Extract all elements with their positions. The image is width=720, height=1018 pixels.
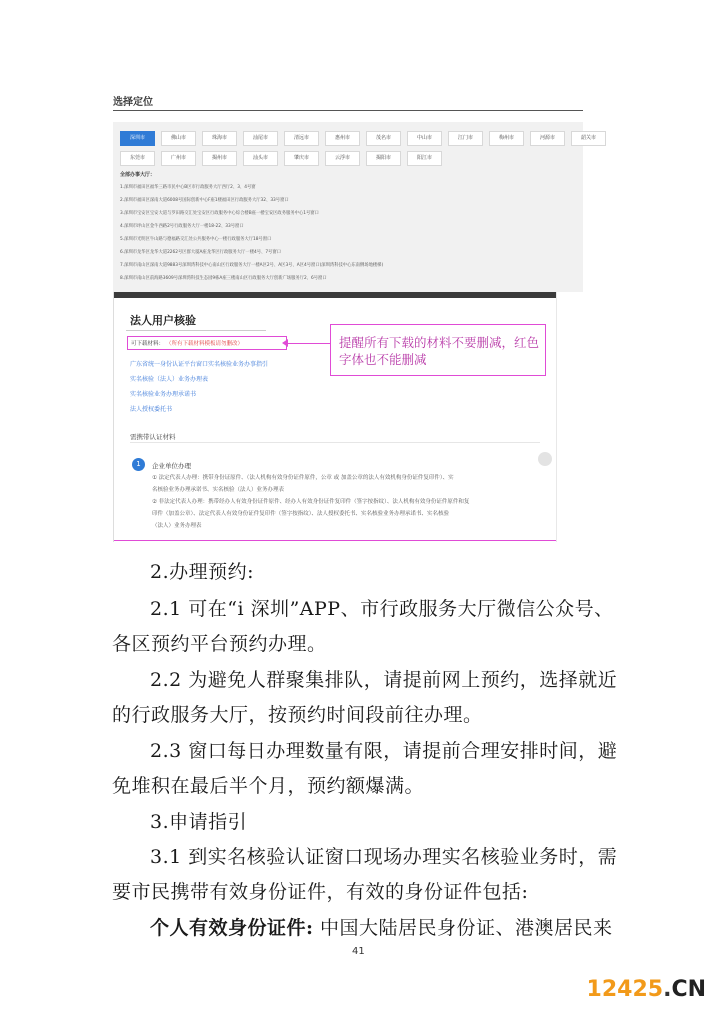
city-button[interactable]: 韶关市 xyxy=(571,131,606,146)
hall-list-item: 1.深圳市福田区福华三路市民中心B区市行政服务大厅西厅2、3、4号窗 xyxy=(120,185,256,190)
paragraph-text: 中国大陆居民身份证、港澳居民来 xyxy=(313,917,613,939)
paragraph-heading: 3.申请指引 xyxy=(150,811,248,833)
legal-verification-screenshot xyxy=(113,292,557,542)
paragraph-heading: 2.办理预约: xyxy=(150,561,255,583)
city-button[interactable]: 清远市 xyxy=(284,131,319,146)
city-button[interactable]: 江门市 xyxy=(448,131,483,146)
city-button[interactable]: 中山市 xyxy=(407,131,442,146)
paragraph-line: 2.1 可在“i 深圳”APP、市行政服务大厅微信公众号、 xyxy=(150,598,614,620)
city-button[interactable]: 云浮市 xyxy=(325,151,360,166)
city-row-2 xyxy=(120,151,442,166)
watermark-domain: CN xyxy=(671,977,706,1002)
step-number-badge: 1 xyxy=(132,458,145,471)
paragraph-line: 2.2 为避免人群聚集排队，请提前网上预约，选择就近 xyxy=(150,669,618,691)
paragraph-line: 各区预约平台预约办理。 xyxy=(112,633,327,655)
city-button[interactable]: 惠州市 xyxy=(325,131,360,146)
step-detail-line: ① 法定代表人办理：携带身份证原件、（法人机构有效身份证件原件，公章 或 加盖公章的法人有效机构身份证件复印件）、实 xyxy=(152,475,454,481)
city-button[interactable]: 揭阳市 xyxy=(366,151,401,166)
city-button[interactable]: 珠海市 xyxy=(202,131,237,146)
step-detail-line: 名核验业务办理承诺书、实名核验（法人）业务办理表 xyxy=(152,487,285,493)
city-button[interactable]: 揭州市 xyxy=(202,151,237,166)
hall-list-item: 5.深圳市光明区牛山路与德福路交汇处公共服务中心一楼行政服务大厅18号窗口 xyxy=(120,237,272,242)
download-link[interactable]: 广东省统一身份认证平台窗口实名核验业务办事指引 xyxy=(130,361,269,368)
watermark-number: 12425 xyxy=(586,977,664,1002)
city-button[interactable]: 汕头市 xyxy=(243,151,278,166)
download-label: 可下载材料： xyxy=(131,341,165,347)
city-button[interactable]: 佛山市 xyxy=(161,131,196,146)
annotation-arrow-head-icon xyxy=(282,339,288,347)
download-link[interactable]: 法人授权委托书 xyxy=(130,406,173,413)
city-button[interactable]: 深圳市 xyxy=(120,131,155,146)
annotation-arrow-line xyxy=(286,343,330,344)
watermark-dot: . xyxy=(663,977,672,1002)
step-detail-line: 印件（加盖公章）、法定代表人有效身份证件复印件（签字按指纹）、法人授权委托书、实名核验业务办理承诺书、实名核验 xyxy=(152,511,450,517)
step-title: 企业单位办理 xyxy=(152,462,191,470)
hall-list-item: 4.深圳市坪山区金牛西路2号行政服务大厅一楼18-22、33号窗口 xyxy=(120,224,244,229)
hall-list-item: 6.深圳市龙华区龙华大道2262号区群大厦A座龙华区行政服务大厅一楼4号、7号窗口 xyxy=(120,250,281,255)
step-detail-line: ② 非法定代表人办理：携带经办人有效身份证件原件、经办人有效身份证件复印件（签字按指纹）、法人机构有效身份证件原件和复 xyxy=(152,499,470,505)
hall-list-item: 2.深圳市福田区深南大道6008号国际创新中心F座1楼福田区行政服务大厅32、33号窗口 xyxy=(120,198,289,203)
paragraph-line: 免堆积在最后半个月，预约额爆满。 xyxy=(112,775,425,797)
panel-bottom-border xyxy=(114,540,556,541)
hall-list-item: 8.深圳市南山区前海路3609号深圳湾科技生态园9栋A座三楼南山区行政服务大厅创新广场服务厅2、6号窗口 xyxy=(120,276,327,281)
city-button[interactable]: 肇庆市 xyxy=(284,151,319,166)
paragraph-line: 的行政服务大厅，按预约时间段前往办理。 xyxy=(112,704,483,726)
scroll-top-button[interactable] xyxy=(538,452,552,466)
download-link[interactable]: 实名核验（法人）业务办理表 xyxy=(130,376,209,383)
hall-list-item: 3.深圳市宝安区宝安大道与罗田路交汇处宝安区行政服务中心综合楼B座一楼宝安区政务服务中心1号窗口 xyxy=(120,211,319,216)
callout-text: 提醒所有下载的材料不要删减，红色字体也不能删减 xyxy=(339,335,540,367)
site-watermark xyxy=(587,977,706,1002)
download-warning-note: （所有下载材料模板请勿删改） xyxy=(166,341,244,347)
paragraph-line: 3.1 到实名核验认证窗口现场办理实名核验业务时，需 xyxy=(150,846,618,868)
city-button[interactable]: 茂名市 xyxy=(366,131,401,146)
city-row-1 xyxy=(120,131,606,146)
city-button[interactable]: 阳江市 xyxy=(407,151,442,166)
city-button[interactable]: 梅州市 xyxy=(489,131,524,146)
hall-list-item: 7.深圳市南山区深南大道9883号深圳湾科技中心南山区行政服务大厅一楼A区2号、A区3号、A区4号窗口(深圳湾科技中心东南侧场地楼梯) xyxy=(120,263,384,268)
download-link[interactable]: 实名核验业务办理承诺书 xyxy=(130,391,197,398)
city-selector-screenshot xyxy=(113,122,596,292)
step-detail-line: （法人）业务办理表 xyxy=(152,523,202,529)
materials-divider xyxy=(130,442,540,443)
bold-term: 个人有效身份证件: xyxy=(150,917,314,939)
browser-top-bar xyxy=(114,292,556,298)
annotation-callout xyxy=(330,324,546,376)
paragraph-line: 2.3 窗口每日办理数量有限，请提前合理安排时间，避 xyxy=(150,740,618,762)
page-number: 41 xyxy=(352,946,365,957)
city-button[interactable]: 河源市 xyxy=(530,131,565,146)
section-title: 选择定位 xyxy=(113,97,153,108)
panel-title: 法人用户核验 xyxy=(130,314,196,327)
materials-heading: 需携带认证材料 xyxy=(130,433,176,441)
city-button[interactable]: 广州市 xyxy=(161,151,196,166)
title-underline xyxy=(126,330,266,331)
city-button[interactable]: 汕尾市 xyxy=(243,131,278,146)
paragraph-line xyxy=(150,913,613,940)
section-divider xyxy=(113,110,583,111)
hall-list-heading: 全部办事大厅： xyxy=(120,172,156,178)
paragraph-line: 要市民携带有效身份证件，有效的身份证件包括: xyxy=(112,881,529,903)
download-materials-highlight xyxy=(127,336,287,350)
city-button[interactable]: 东莞市 xyxy=(120,151,155,166)
